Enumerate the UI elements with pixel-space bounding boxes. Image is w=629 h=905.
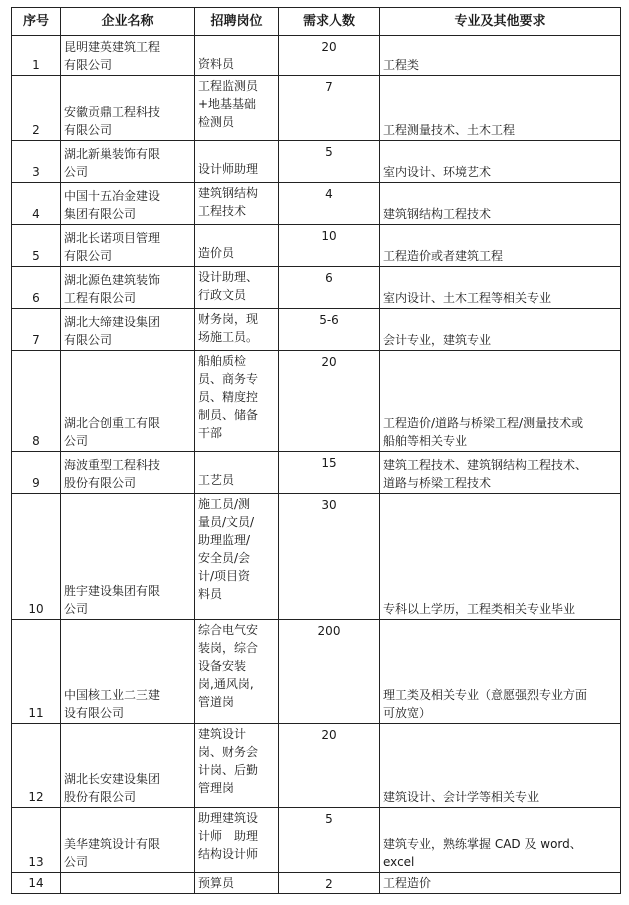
- recruitment-table: [11, 7, 621, 894]
- job-position-line: 工艺员: [198, 473, 235, 487]
- job-position-line: 设计师助理: [198, 162, 259, 176]
- headcount: 2: [279, 873, 380, 894]
- header-company: 企业名称: [61, 8, 195, 36]
- headcount: 5: [279, 808, 380, 873]
- requirements: [380, 36, 621, 76]
- row-number: 9: [12, 452, 61, 494]
- requirements: [380, 873, 621, 894]
- job-position: [195, 494, 279, 620]
- job-position: [195, 225, 279, 267]
- table-row: [12, 267, 621, 309]
- headcount: 4: [279, 183, 380, 225]
- table-row: [12, 808, 621, 873]
- requirements-line: 建筑工程技术、建筑钢结构工程技术、: [383, 458, 588, 472]
- headcount: 5: [279, 141, 380, 183]
- company-name-line: 湖北源色建筑装饰: [64, 273, 161, 287]
- requirements-line: 专科以上学历，工程类相关专业毕业: [383, 602, 576, 616]
- job-position-line: 工程监测员: [198, 79, 259, 93]
- requirements: [380, 452, 621, 494]
- job-position: [195, 141, 279, 183]
- job-position: [195, 351, 279, 452]
- headcount: 5-6: [279, 309, 380, 351]
- job-position: [195, 267, 279, 309]
- company-name: [61, 724, 195, 808]
- job-position-line: 岗,通风岗,: [198, 677, 254, 691]
- company-name-line: 昆明建英建筑工程: [64, 40, 161, 54]
- table-body: [12, 36, 621, 894]
- company-name-line: 公司: [64, 602, 89, 616]
- table-row: [12, 620, 621, 724]
- job-position-line: 财务岗，现: [198, 312, 259, 326]
- table-row: [12, 494, 621, 620]
- requirements-line: 室内设计、环境艺术: [383, 165, 492, 179]
- row-number: 5: [12, 225, 61, 267]
- table-row: [12, 873, 621, 894]
- job-position: [195, 724, 279, 808]
- requirements-line: 建筑专业，熟练掌握 CAD 及 word、: [383, 837, 582, 851]
- requirements-line: 建筑设计、会计学等相关专业: [383, 790, 540, 804]
- table-row: [12, 351, 621, 452]
- company-name-line: 公司: [64, 434, 89, 448]
- row-number: 6: [12, 267, 61, 309]
- job-position-line: 助理监理/: [198, 533, 251, 547]
- job-position-line: 计岗、后勤: [198, 763, 259, 777]
- job-position: [195, 76, 279, 141]
- job-position: [195, 620, 279, 724]
- job-position-line: 料员: [198, 587, 223, 601]
- headcount: 20: [279, 724, 380, 808]
- company-name: [61, 267, 195, 309]
- job-position-line: 资料员: [198, 57, 235, 71]
- job-position-line: 建筑钢结构: [198, 186, 259, 200]
- company-name-line: 美华建筑设计有限: [64, 837, 161, 851]
- row-number: 2: [12, 76, 61, 141]
- row-number: 1: [12, 36, 61, 76]
- company-name: [61, 225, 195, 267]
- requirements-line: 室内设计、土木工程等相关专业: [383, 291, 552, 305]
- row-number: 11: [12, 620, 61, 724]
- job-position-line: 制员、储备: [198, 408, 259, 422]
- header-position: 招聘岗位: [195, 8, 279, 36]
- company-name: [61, 620, 195, 724]
- job-position-line: 建筑设计: [198, 727, 247, 741]
- requirements: [380, 620, 621, 724]
- requirements: [380, 141, 621, 183]
- job-position-line: 场施工员。: [198, 330, 259, 344]
- row-number: 7: [12, 309, 61, 351]
- job-position-line: [198, 142, 275, 160]
- job-position-line: 设备安装: [198, 659, 247, 673]
- table-row: [12, 452, 621, 494]
- job-position-line: 装岗，综合: [198, 641, 259, 655]
- company-name-line: 有限公司: [64, 249, 113, 263]
- table-row: [12, 183, 621, 225]
- company-name-line: 有限公司: [64, 333, 113, 347]
- company-name-line: [64, 874, 191, 892]
- headcount: 15: [279, 452, 380, 494]
- job-position-line: [198, 37, 275, 55]
- job-position-line: 计/项目资: [198, 569, 251, 583]
- table-row: [12, 141, 621, 183]
- company-name-line: 湖北新巢装饰有限: [64, 147, 161, 161]
- job-position-line: 安全员/会: [198, 551, 251, 565]
- job-position-line: 管理岗: [198, 781, 235, 795]
- job-position: [195, 36, 279, 76]
- company-name-line: 股份有限公司: [64, 476, 137, 490]
- company-name-line: 中国十五冶金建设: [64, 189, 161, 203]
- job-position-line: 船舶质检: [198, 354, 247, 368]
- company-name: [61, 183, 195, 225]
- company-name-line: 公司: [64, 855, 89, 869]
- company-name-line: 集团有限公司: [64, 207, 137, 221]
- company-name-line: 湖北长安建设集团: [64, 772, 161, 786]
- company-name: [61, 494, 195, 620]
- job-position: [195, 309, 279, 351]
- company-name: [61, 309, 195, 351]
- table-row: [12, 76, 621, 141]
- company-name-line: 设有限公司: [64, 706, 125, 720]
- job-position: [195, 452, 279, 494]
- requirements-line: 工程造价/道路与桥梁工程/测量技术或: [383, 416, 584, 430]
- company-name: [61, 808, 195, 873]
- job-position-line: 干部: [198, 426, 223, 440]
- job-position-line: 施工员/测: [198, 497, 251, 511]
- table-row: [12, 724, 621, 808]
- row-number: 3: [12, 141, 61, 183]
- job-position-line: 设计助理、: [198, 270, 259, 284]
- company-name-line: 公司: [64, 165, 89, 179]
- job-position-line: [198, 453, 275, 471]
- company-name-line: 湖北大缔建设集团: [64, 315, 161, 329]
- company-name-line: 有限公司: [64, 123, 113, 137]
- table-row: [12, 36, 621, 76]
- job-position-line: 工程技术: [198, 204, 247, 218]
- job-position: [195, 808, 279, 873]
- requirements-line: excel: [383, 855, 415, 869]
- job-position-line: 预算员: [198, 876, 235, 890]
- requirements-line: 建筑钢结构工程技术: [383, 207, 492, 221]
- headcount: 20: [279, 351, 380, 452]
- job-position-line: +地基基础: [198, 97, 257, 111]
- requirements: [380, 351, 621, 452]
- row-number: 14: [12, 873, 61, 894]
- table-row: [12, 309, 621, 351]
- requirements-line: 理工类及相关专业（意愿强烈专业方面: [383, 688, 588, 702]
- headcount: 30: [279, 494, 380, 620]
- company-name-line: 有限公司: [64, 58, 113, 72]
- requirements: [380, 183, 621, 225]
- job-position: [195, 873, 279, 894]
- requirements: [380, 76, 621, 141]
- row-number: 13: [12, 808, 61, 873]
- requirements: [380, 494, 621, 620]
- company-name-line: 工程有限公司: [64, 291, 137, 305]
- requirements-line: 工程类: [383, 58, 420, 72]
- requirements-line: 工程造价或者建筑工程: [383, 249, 504, 263]
- job-position: [195, 183, 279, 225]
- requirements-line: 可放宽）: [383, 706, 432, 720]
- company-name: [61, 873, 195, 894]
- headcount: 6: [279, 267, 380, 309]
- requirements: [380, 225, 621, 267]
- header-requirements: 专业及其他要求: [380, 8, 621, 36]
- table-row: [12, 225, 621, 267]
- company-name-line: 湖北长诺项目管理: [64, 231, 161, 245]
- recruitment-table-container: [11, 7, 620, 894]
- job-position-line: 综合电气安: [198, 623, 259, 637]
- company-name: [61, 36, 195, 76]
- headcount: 10: [279, 225, 380, 267]
- requirements: [380, 724, 621, 808]
- company-name: [61, 452, 195, 494]
- job-position-line: 造价员: [198, 246, 235, 260]
- job-position-line: [198, 226, 275, 244]
- headcount: 7: [279, 76, 380, 141]
- company-name-line: 股份有限公司: [64, 790, 137, 804]
- company-name-line: 安徽贡鼎工程科技: [64, 105, 161, 119]
- row-number: 12: [12, 724, 61, 808]
- row-number: 4: [12, 183, 61, 225]
- job-position-line: 计师 助理: [198, 829, 259, 843]
- headcount: 200: [279, 620, 380, 724]
- job-position-line: 检测员: [198, 115, 235, 129]
- company-name-line: 中国核工业二三建: [64, 688, 161, 702]
- company-name: [61, 76, 195, 141]
- company-name-line: 湖北合创重工有限: [64, 416, 161, 430]
- requirements-line: 工程造价: [383, 876, 432, 890]
- job-position-line: 助理建筑设: [198, 811, 259, 825]
- job-position-line: 岗、财务会: [198, 745, 259, 759]
- requirements-line: 会计专业，建筑专业: [383, 333, 492, 347]
- row-number: 10: [12, 494, 61, 620]
- requirements-line: 船舶等相关专业: [383, 434, 468, 448]
- job-position-line: 行政文员: [198, 288, 247, 302]
- header-no: 序号: [12, 8, 61, 36]
- company-name: [61, 351, 195, 452]
- requirements: [380, 808, 621, 873]
- job-position-line: 管道岗: [198, 695, 235, 709]
- job-position-line: 员、商务专: [198, 372, 259, 386]
- company-name-line: 海波重型工程科技: [64, 458, 161, 472]
- requirements: [380, 267, 621, 309]
- requirements-line: 道路与桥梁工程技术: [383, 476, 492, 490]
- job-position-line: 量员/文员/: [198, 515, 255, 529]
- job-position-line: 员、精度控: [198, 390, 259, 404]
- company-name-line: 胜宇建设集团有限: [64, 584, 161, 598]
- company-name: [61, 141, 195, 183]
- header-count: 需求人数: [279, 8, 380, 36]
- requirements-line: 工程测量技术、土木工程: [383, 123, 516, 137]
- headcount: 20: [279, 36, 380, 76]
- header-row: [12, 8, 621, 36]
- requirements: [380, 309, 621, 351]
- job-position-line: 结构设计师: [198, 847, 259, 861]
- row-number: 8: [12, 351, 61, 452]
